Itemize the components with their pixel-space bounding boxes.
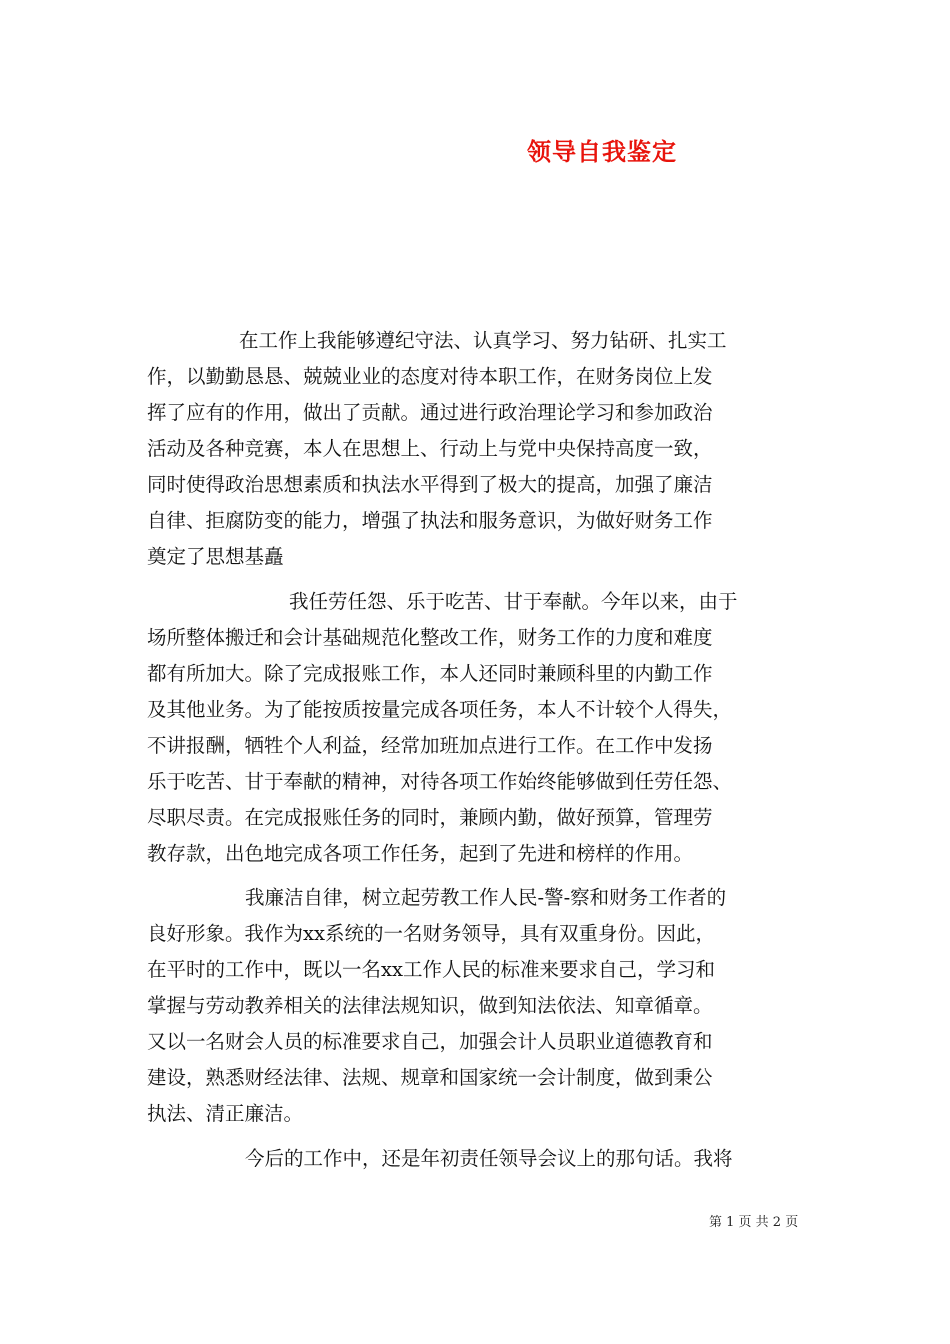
body-line: 我任劳任怨、乐于吃苦、甘于奉献。今年以来，由于 xyxy=(289,590,738,613)
body-line: 掌握与劳动教养相关的法律法规知识，做到知法依法、知章循章。 xyxy=(147,994,713,1017)
body-line: 在工作上我能够遵纪守法、认真学习、努力钻研、扎实工 xyxy=(239,329,727,352)
document-title: 领导自我鉴定 xyxy=(527,137,677,166)
body-line: 乐于吃苦、甘于奉献的精神，对待各项工作始终能够做到任劳任怨、 xyxy=(147,770,733,793)
body-line: 我廉洁自律，树立起劳教工作人民-警-察和财务工作者的 xyxy=(245,886,727,909)
body-line: 良好形象。我作为xx系统的一名财务领导，具有双重身份。因此， xyxy=(147,922,715,945)
body-line: 奠定了思想基矗 xyxy=(147,545,284,568)
body-line: 挥了应有的作用，做出了贡献。通过进行政治理论学习和参加政治 xyxy=(147,401,713,424)
body-line: 及其他业务。为了能按质按量完成各项任务，本人不计较个人得失， xyxy=(147,698,733,721)
body-line: 建设，熟悉财经法律、法规、规章和国家统一会计制度，做到秉公 xyxy=(147,1066,713,1089)
body-line: 作，以勤勤恳恳、兢兢业业的态度对待本职工作，在财务岗位上发 xyxy=(147,365,713,388)
body-line: 同时使得政治思想素质和执法水平得到了极大的提高，加强了廉洁 xyxy=(147,473,713,496)
body-line: 不讲报酬，牺牲个人利益，经常加班加点进行工作。在工作中发扬 xyxy=(147,734,713,757)
body-line: 场所整体搬迁和会计基础规范化整改工作，财务工作的力度和难度 xyxy=(147,626,713,649)
body-line: 活动及各种竞赛，本人在思想上、行动上与党中央保持高度一致， xyxy=(147,437,713,460)
body-line: 在平时的工作中，既以一名xx工作人民的标准来要求自己，学习和 xyxy=(147,958,715,981)
body-line: 自律、拒腐防变的能力，增强了执法和服务意识，为做好财务工作 xyxy=(147,509,713,532)
body-line: 尽职尽责。在完成报账任务的同时，兼顾内勤，做好预算，管理劳 xyxy=(147,806,713,829)
body-line: 都有所加大。除了完成报账工作，本人还同时兼顾科里的内勤工作 xyxy=(147,662,713,685)
body-line: 又以一名财会人员的标准要求自己，加强会计人员职业道德教育和 xyxy=(147,1030,713,1053)
body-line: 教存款，出色地完成各项工作任务，起到了先进和榜样的作用。 xyxy=(147,842,694,865)
page-number-footer: 第 1 页 共 2 页 xyxy=(709,1215,799,1230)
body-line: 执法、清正廉洁。 xyxy=(147,1102,304,1125)
body-line: 今后的工作中，还是年初责任领导会议上的那句话。我将 xyxy=(245,1147,733,1170)
